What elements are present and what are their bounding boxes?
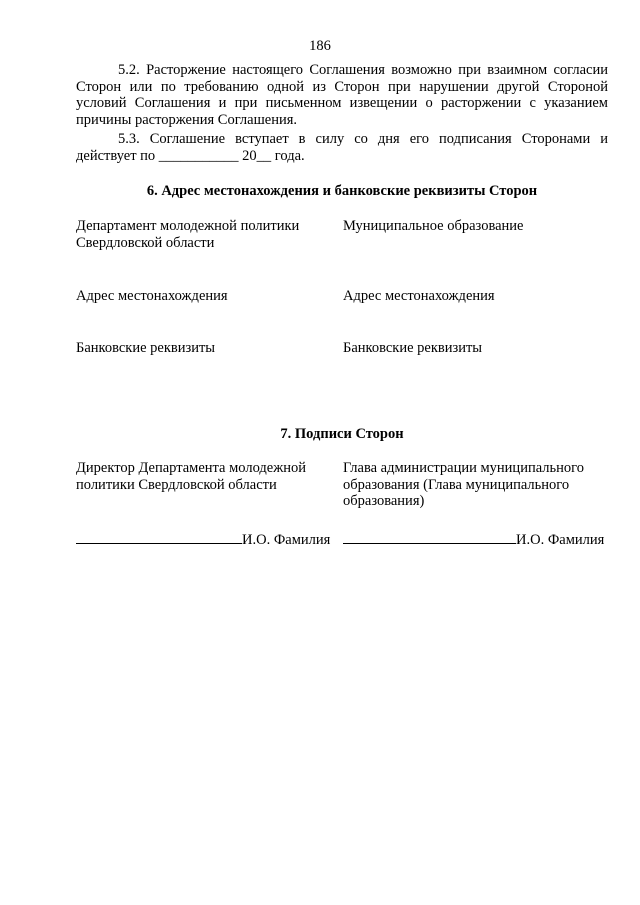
left-signature-line [76,531,242,544]
left-party-organization: Департамент молодежной политики Свердловской области [76,218,300,251]
right-signatory-position: Глава администрации муниципального образования (Глава муниципального образования) [343,460,584,509]
section-6-heading: 6. Адрес местонахождения и банковские реквизиты Сторон [146,183,538,199]
right-signature-line [343,531,516,544]
right-party-organization: Муниципальное образование [343,218,524,234]
clause-5-2: 5.2. Расторжение настоящего Соглашения возможно при взаимном согласии Сторон или по требованию одной из Сторон при нарушении другой Стороной условий Соглашения и при письменном извещении о расторжении с указанием причины расторжения Соглашения. [76,62,608,128]
section-7-heading: 7. Подписи Сторон [280,426,404,442]
left-party-bank-label: Банковские реквизиты [76,340,216,356]
left-signatory-position: Директор Департамента молодежной политики Свердловской области [76,460,307,493]
left-signatory-name: И.О. Фамилия [242,532,331,548]
left-party-address-label: Адрес местонахождения [76,288,228,304]
left-signature-block [76,531,331,549]
clause-5-3: 5.3. Соглашение вступает в силу со дня его подписания Сторонами и действует по ___________ 20__ года. [76,131,608,164]
right-signatory-name: И.О. Фамилия [516,532,605,548]
right-party-address-label: Адрес местонахождения [343,288,495,304]
right-party-bank-label: Банковские реквизиты [343,340,483,356]
right-signature-block [343,531,608,549]
page-number: 186 [309,38,331,54]
